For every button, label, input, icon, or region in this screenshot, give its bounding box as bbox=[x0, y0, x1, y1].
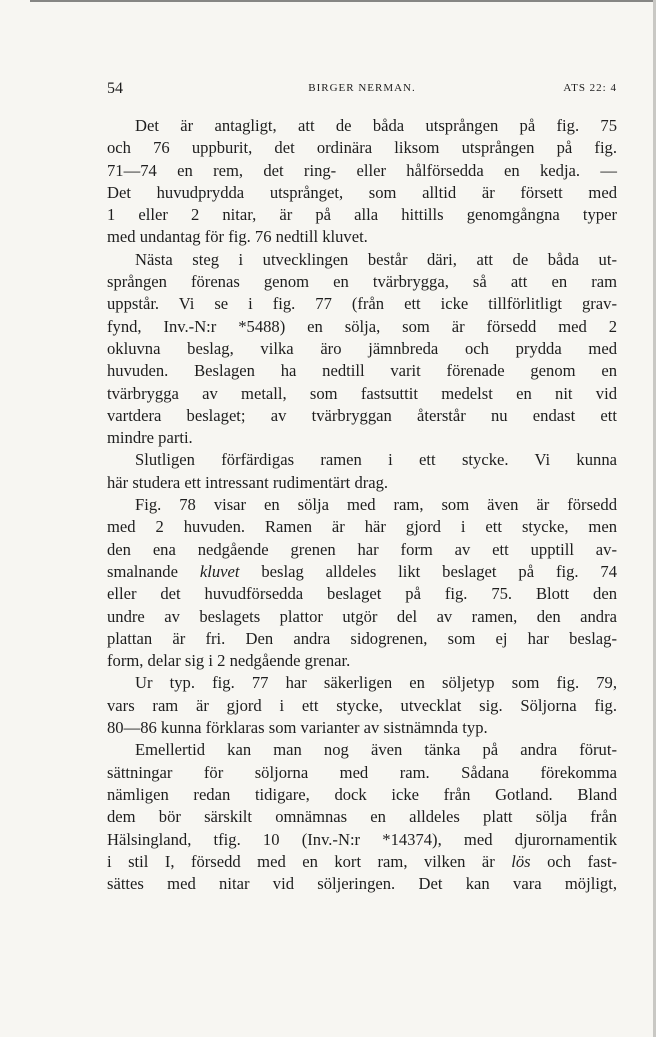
text-line: Det huvudprydda utsprånget, som alltid är försett med bbox=[107, 182, 617, 202]
text-line: dem bör särskilt omnämnas en alldeles platt sölja från bbox=[107, 807, 617, 827]
text-line: Det är antagligt, att de båda utsprången på fig. 75 bbox=[135, 116, 617, 135]
text-line: vartdera beslaget; av tvärbryggan återstår nu endast ett bbox=[107, 405, 617, 425]
text-line: sättningar för söljorna med ram. Sådana förekomma bbox=[107, 762, 617, 782]
text-line: vars ram är gjord i ett stycke, utvecklat sig. Söljorna fig. bbox=[107, 695, 617, 715]
text-line: Slutligen förfärdigas ramen i ett stycke. Vi kunna bbox=[135, 450, 617, 470]
text-line: Emellertid kan man nog även tänka på andra förut- bbox=[135, 740, 617, 760]
top-edge-rule bbox=[30, 0, 656, 2]
text-line: sprången förenas genom en tvärbrygga, så att en ram bbox=[107, 272, 617, 292]
running-title: BIRGER NERMAN. bbox=[308, 82, 416, 94]
volume-reference: ATS 22: 4 bbox=[563, 82, 617, 94]
text-line: eller det huvudförsedda beslaget på fig. 75. Blott den bbox=[107, 584, 617, 604]
text-line-with-italic bbox=[107, 561, 617, 583]
text-line: den ena nedgående grenen har form av ett upptill av- bbox=[107, 539, 617, 559]
text-line: okluvna beslag, vilka äro jämnbreda och prydda med bbox=[107, 338, 617, 358]
italic-word: kluvet bbox=[199, 561, 240, 581]
text-line: Hälsingland, tfig. 10 (Inv.-N:r *14374), med djurornamentik bbox=[107, 829, 617, 849]
text-line-with-italic bbox=[107, 851, 617, 873]
text-line: sättes med nitar vid söljeringen. Det kan vara möjligt, bbox=[107, 874, 617, 894]
text-line: 71—74 en rem, det ring- eller hålförsedda en kedja. — bbox=[107, 160, 617, 180]
page-header bbox=[107, 80, 617, 100]
text-line: 80—86 kunna förklaras som varianter av sistnämnda typ. bbox=[107, 718, 488, 738]
text-line: Nästa steg i utvecklingen består däri, att de båda ut- bbox=[135, 249, 617, 269]
text-line: fynd, Inv.-N:r *5488) en sölja, som är försedd med 2 bbox=[107, 316, 617, 336]
text-line: med 2 huvuden. Ramen är här gjord i ett stycke, men bbox=[107, 517, 617, 537]
text-line: Ur typ. fig. 77 har säkerligen en söljetyp som fig. 79, bbox=[135, 673, 617, 693]
text-segment: beslag alldeles likt beslaget på fig. 74 bbox=[261, 561, 617, 581]
text-line: uppstår. Vi se i fig. 77 (från ett icke tillförlitligt grav- bbox=[107, 294, 617, 314]
text-line: plattan är fri. Den andra sidogrenen, som ej har beslag- bbox=[107, 628, 617, 648]
text-segment: och fast- bbox=[547, 851, 617, 871]
text-line: och 76 uppburit, det ordinära liksom utsprången på fig. bbox=[107, 138, 617, 158]
text-segment: i stil I, försedd med en kort ram, vilken är bbox=[107, 851, 495, 871]
italic-word: lös bbox=[511, 851, 531, 871]
text-line: huvuden. Beslagen ha nedtill varit förenade genom en bbox=[107, 361, 617, 381]
text-line: form, delar sig i 2 nedgående grenar. bbox=[107, 651, 351, 671]
text-line: mindre parti. bbox=[107, 428, 193, 448]
body-text bbox=[107, 115, 617, 895]
text-line: undre av beslagets plattor utgör del av ramen, den andra bbox=[107, 606, 617, 626]
text-line: nämligen redan tidigare, dock icke från Gotland. Bland bbox=[107, 784, 617, 804]
text-line: Fig. 78 visar en sölja med ram, som även är försedd bbox=[135, 495, 617, 515]
text-line: med undantag för fig. 76 nedtill kluvet. bbox=[107, 227, 368, 247]
page-number: 54 bbox=[107, 80, 123, 97]
text-line: tvärbrygga av metall, som fastsuttit medelst en nit vid bbox=[107, 383, 617, 403]
text-line: 1 eller 2 nitar, är på alla hittills genomgångna typer bbox=[107, 205, 617, 225]
text-segment: smalnande bbox=[107, 561, 178, 581]
text-line: här studera ett intressant rudimentärt drag. bbox=[107, 472, 389, 492]
